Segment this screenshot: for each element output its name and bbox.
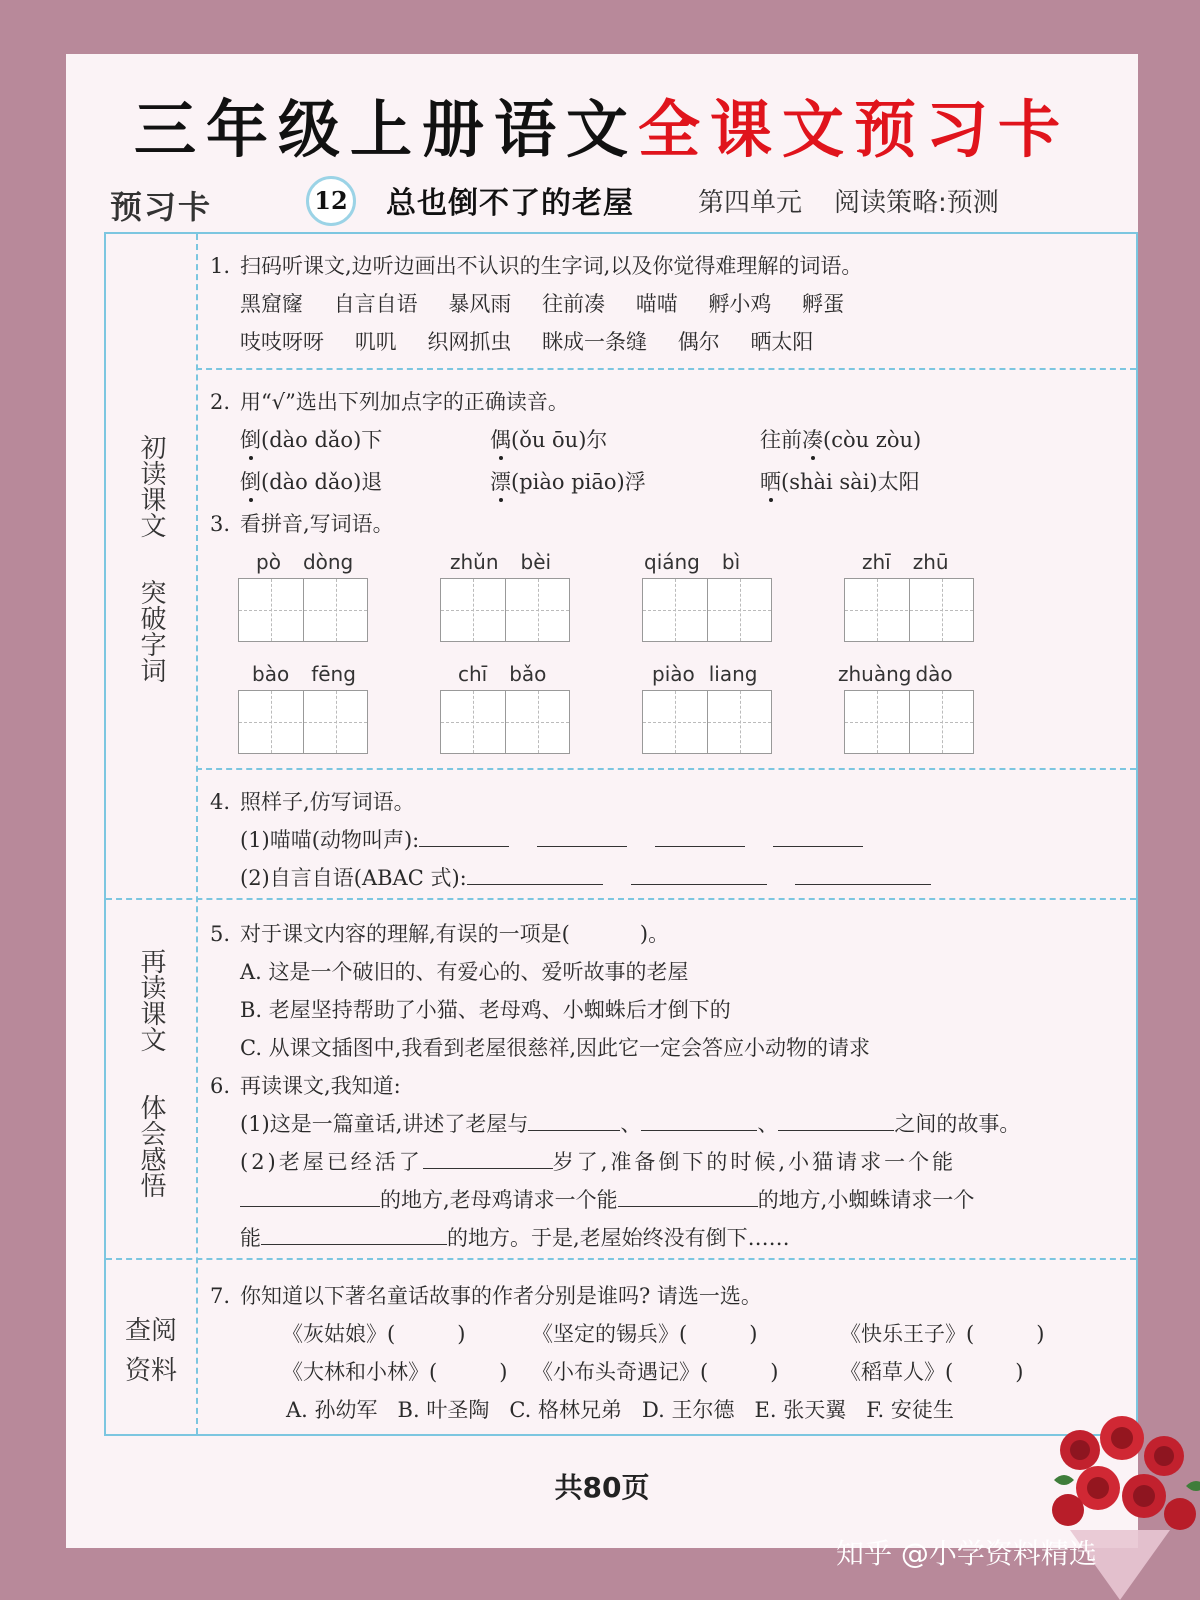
word: 自言自语 [333,292,418,316]
word: 叽叽 [354,330,397,354]
word: 孵小鸡 [708,292,772,316]
watermark: 知乎 @小学资料精选 [836,1537,1097,1570]
section-label-first-read [106,434,196,538]
writing-grid[interactable] [844,690,974,754]
question-4: 4. 照样子,仿写词语。 [210,790,415,814]
page-title: 三年级上册语文全课文预习卡 [133,93,1071,166]
lesson-title: 总也倒不了的老屋 [386,186,634,221]
reading-item: 往前凑(còu zòu) [760,428,922,452]
answer-blank[interactable] [467,866,603,885]
writing-grid[interactable] [238,690,368,754]
reading-item: 偶(ǒu ōu)尔 [490,428,608,452]
book-item: 《灰姑娘》( ) [282,1322,466,1346]
section-label-col1: 初读课文 [136,434,166,538]
answer-blank[interactable] [419,828,509,847]
word: 往前凑 [542,292,606,316]
word-row [240,326,813,356]
q6-line-2: (2)老屋已经活了 岁了,准备倒下的时候,小猫请求一个能 [240,1150,957,1174]
pinyin-label: zhī zhū [862,550,949,574]
writing-grid[interactable] [238,578,368,642]
section-label-words [106,579,196,683]
lesson-number-badge: 12 [306,176,356,226]
q6-line-4: 能 的地方。于是,老屋始终没有倒下…… [240,1226,790,1250]
section-label-col2: 体会感悟 [136,1094,166,1198]
answer-blank[interactable] [778,1112,894,1131]
pinyin-label: pò dòng [256,550,354,574]
question-3: 3. 看拼音,写词语。 [210,512,394,536]
answer-blank[interactable] [423,1150,553,1169]
section-label-feel [106,1094,196,1198]
book-item: 《快乐王子》( ) [840,1322,1045,1346]
book-item: 《大林和小林》( ) [282,1360,508,1384]
book-item: 《稻草人》( ) [840,1360,1024,1384]
pinyin-label: chī bǎo [458,662,547,686]
word: 喵喵 [635,292,678,316]
q5-option-c: C. 从课文插图中,我看到老屋很慈祥,因此它一定会答应小动物的请求 [240,1036,871,1060]
answer-blank[interactable] [655,828,745,847]
section-label-reference-line1: 查阅 [124,1316,177,1346]
word: 吱吱呀呀 [240,330,324,354]
card-label: 预习卡 [110,188,213,226]
section-label-reread [106,948,196,1052]
column-divider [196,234,198,1434]
row-divider [196,768,1136,770]
answer-blank[interactable] [773,828,863,847]
question-6: 6. 再读课文,我知道: [210,1074,401,1098]
section-label-col2: 突破字词 [136,579,166,683]
q4-line-2: (2)自言自语(ABAC 式): [240,862,931,892]
writing-grid[interactable] [642,578,772,642]
q6-line-3: 的地方,老母鸡请求一个能 的地方,小蜘蛛请求一个 [240,1184,974,1214]
q6-line-1: (1)这是一篇童话,讲述了老屋与 、 、 之间的故事。 [240,1112,1021,1136]
question-5: 5. 对于课文内容的理解,有误的一项是( )。 [210,922,670,946]
answer-blank[interactable] [261,1226,447,1245]
pinyin-label: qiáng bì [644,550,741,574]
word-row [240,288,844,318]
exercise-table [104,232,1138,1436]
reading-item: 倒(dào dǎo)下 [240,428,383,452]
author-options: A. 孙幼军 B. 叶圣陶 C. 格林兄弟 D. 王尔德 E. 张天翼 F. 安徒生 [286,1398,954,1422]
worksheet-page [66,54,1138,1548]
pinyin-label: zhuàng dào [838,662,953,686]
pinyin-label: piào liang [652,662,758,686]
answer-blank[interactable] [795,866,931,885]
writing-grid[interactable] [440,578,570,642]
word: 眯成一条缝 [542,330,648,354]
answer-blank[interactable] [537,828,627,847]
reading-item: 晒(shài sài)太阳 [760,470,920,494]
word: 织网抓虫 [427,330,512,354]
q5-option-b: B. 老屋坚持帮助了小猫、老母鸡、小蜘蛛后才倒下的 [240,998,731,1022]
word: 孵蛋 [802,292,845,316]
question-7: 7. 你知道以下著名童话故事的作者分别是谁吗? 请选一选。 [210,1284,762,1308]
section-label-reference-line2: 资料 [124,1356,177,1386]
writing-grid[interactable] [642,690,772,754]
writing-grid[interactable] [844,578,974,642]
question-1: 1. 扫码听课文,边听边画出不认识的生字词,以及你觉得难理解的词语。 [210,254,863,278]
writing-grid[interactable] [440,690,570,754]
word: 暴风雨 [448,292,512,316]
answer-blank[interactable] [631,866,767,885]
word: 黑窟窿 [240,292,303,316]
reading-item: 漂(piào piāo)浮 [490,470,646,494]
pinyin-label: zhǔn bèi [450,550,552,574]
answer-blank[interactable] [240,1188,380,1207]
q4-line-1: (1)喵喵(动物叫声): [240,824,863,854]
word: 晒太阳 [750,330,814,354]
reading-item: 倒(dào dǎo)退 [240,470,383,494]
pinyin-label: bào fēng [252,662,356,686]
unit-label: 第四单元 [698,188,803,218]
page-count: 共80页 [554,1471,650,1504]
row-divider [196,368,1136,370]
q5-option-a: A. 这是一个破旧的、有爱心的、爱听故事的老屋 [240,960,689,984]
book-item: 《坚定的锡兵》( ) [532,1322,758,1346]
section-label-col1: 再读课文 [136,948,166,1052]
strategy-label: 阅读策略:预测 [834,188,999,218]
section-divider [106,1258,1136,1260]
answer-blank[interactable] [528,1112,620,1131]
word: 偶尔 [677,330,720,354]
section-divider [106,898,1136,900]
question-2: 2. 用“√”选出下列加点字的正确读音。 [210,390,569,414]
book-item: 《小布头奇遇记》( ) [532,1360,779,1384]
answer-blank[interactable] [641,1112,757,1131]
answer-blank[interactable] [618,1188,758,1207]
